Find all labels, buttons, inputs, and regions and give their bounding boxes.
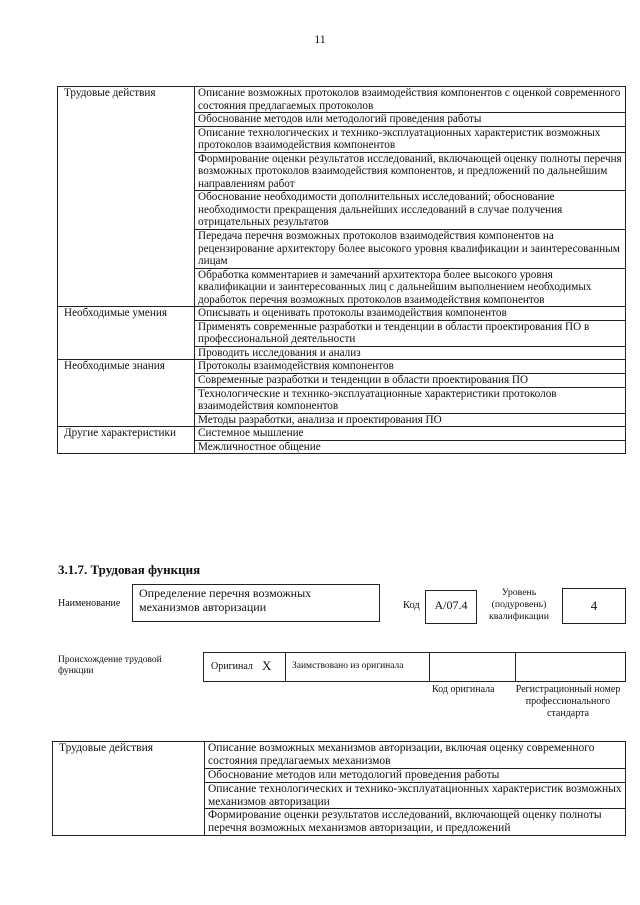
level-value: 4	[562, 588, 626, 624]
table-row	[58, 360, 626, 374]
divider	[285, 653, 286, 681]
row-item: Обоснование необходимости дополнительных исследований; обоснование необходимости прекращения дальнейших исследований в случае получения отрицательных результатов	[195, 191, 626, 230]
code-value: A/07.4	[425, 590, 477, 624]
page-number: 11	[314, 32, 326, 46]
row-item: Описание технологических и технико-эксплуатационных характеристик возможных механизмов авторизации	[205, 782, 626, 809]
row-item: Протоколы взаимодействия компонентов	[195, 360, 626, 374]
name-value: Определение перечня возможных механизмов авторизации	[132, 584, 380, 622]
row-label: Необходимые знания	[58, 360, 195, 427]
level-label: Уровень (подуровень) квалификации	[488, 587, 550, 622]
row-item: Обработка комментариев и замечаний архитектора более высокого уровня квалификации и заинтересованных лиц с дальнейшим выполнением необходимых доработок перечня возможных протоколов взаимодействия компонентов	[195, 268, 626, 307]
row-item: Проводить исследования и анализ	[195, 346, 626, 360]
origin-label: Происхождение трудовой функции	[58, 655, 162, 677]
row-item: Передача перечня возможных протоколов взаимодействия компонентов на рецензирование архитектору более высокого уровня квалификации и заинтересованным лицам	[195, 230, 626, 269]
row-item: Обоснование методов или методологий проведения работы	[205, 768, 626, 782]
table-row	[58, 307, 626, 321]
row-item: Обоснование методов или методологий проведения работы	[195, 113, 626, 127]
table-row	[58, 427, 626, 441]
table-row	[53, 742, 626, 769]
table-row	[58, 87, 626, 113]
row-item: Применять современные разработки и тенденции в области проектирования ПО в профессиональной деятельности	[195, 320, 626, 346]
row-item: Формирование оценки результатов исследований, включающей оценку полноты перечня возможных протоколов взаимодействия компонентов, и предложений по дальнейшим направлениям работ	[195, 152, 626, 191]
reg-number-label: Регистрационный номер профессионального стандарта	[515, 684, 621, 719]
borrowed-label: Заимствовано из оригинала	[292, 661, 404, 671]
row-item: Системное мышление	[195, 427, 626, 441]
row-item: Описывать и оценивать протоколы взаимодействия компонентов	[195, 307, 626, 321]
row-item: Описание возможных механизмов авторизации, включая оценку современного состояния предлагаемых механизмов	[205, 742, 626, 769]
work-function-table	[57, 86, 626, 454]
divider	[429, 653, 430, 681]
name-label: Наименование	[58, 598, 121, 609]
row-item: Методы разработки, анализа и проектирования ПО	[195, 413, 626, 427]
code-original-label: Код оригинала	[432, 684, 495, 695]
row-item: Технологические и технико-эксплуатационные характеристики протоколов взаимодействия компонентов	[195, 387, 626, 413]
row-item: Формирование оценки результатов исследований, включающей оценку полноты перечня возможных механизмов авторизации, и предложений	[205, 809, 626, 836]
labor-actions-table	[52, 741, 626, 836]
origin-table	[203, 652, 626, 682]
row-label: Трудовые действия	[53, 742, 205, 836]
original-mark: X	[262, 658, 272, 673]
row-label: Необходимые умения	[58, 307, 195, 360]
row-item: Межличностное общение	[195, 440, 626, 454]
divider	[515, 653, 516, 681]
row-item: Описание возможных протоколов взаимодействия компонентов с оценкой современного состояния предлагаемых протоколов	[195, 87, 626, 113]
row-label: Трудовые действия	[58, 87, 195, 307]
section-title: 3.1.7. Трудовая функция	[58, 562, 201, 577]
row-item: Описание технологических и технико-эксплуатационных характеристик возможных протоколов взаимодействия компонентов	[195, 126, 626, 152]
row-item: Современные разработки и тенденции в области проектирования ПО	[195, 374, 626, 388]
row-label: Другие характеристики	[58, 427, 195, 454]
original-label: Оригинал	[211, 661, 253, 672]
code-label: Код	[403, 600, 420, 611]
